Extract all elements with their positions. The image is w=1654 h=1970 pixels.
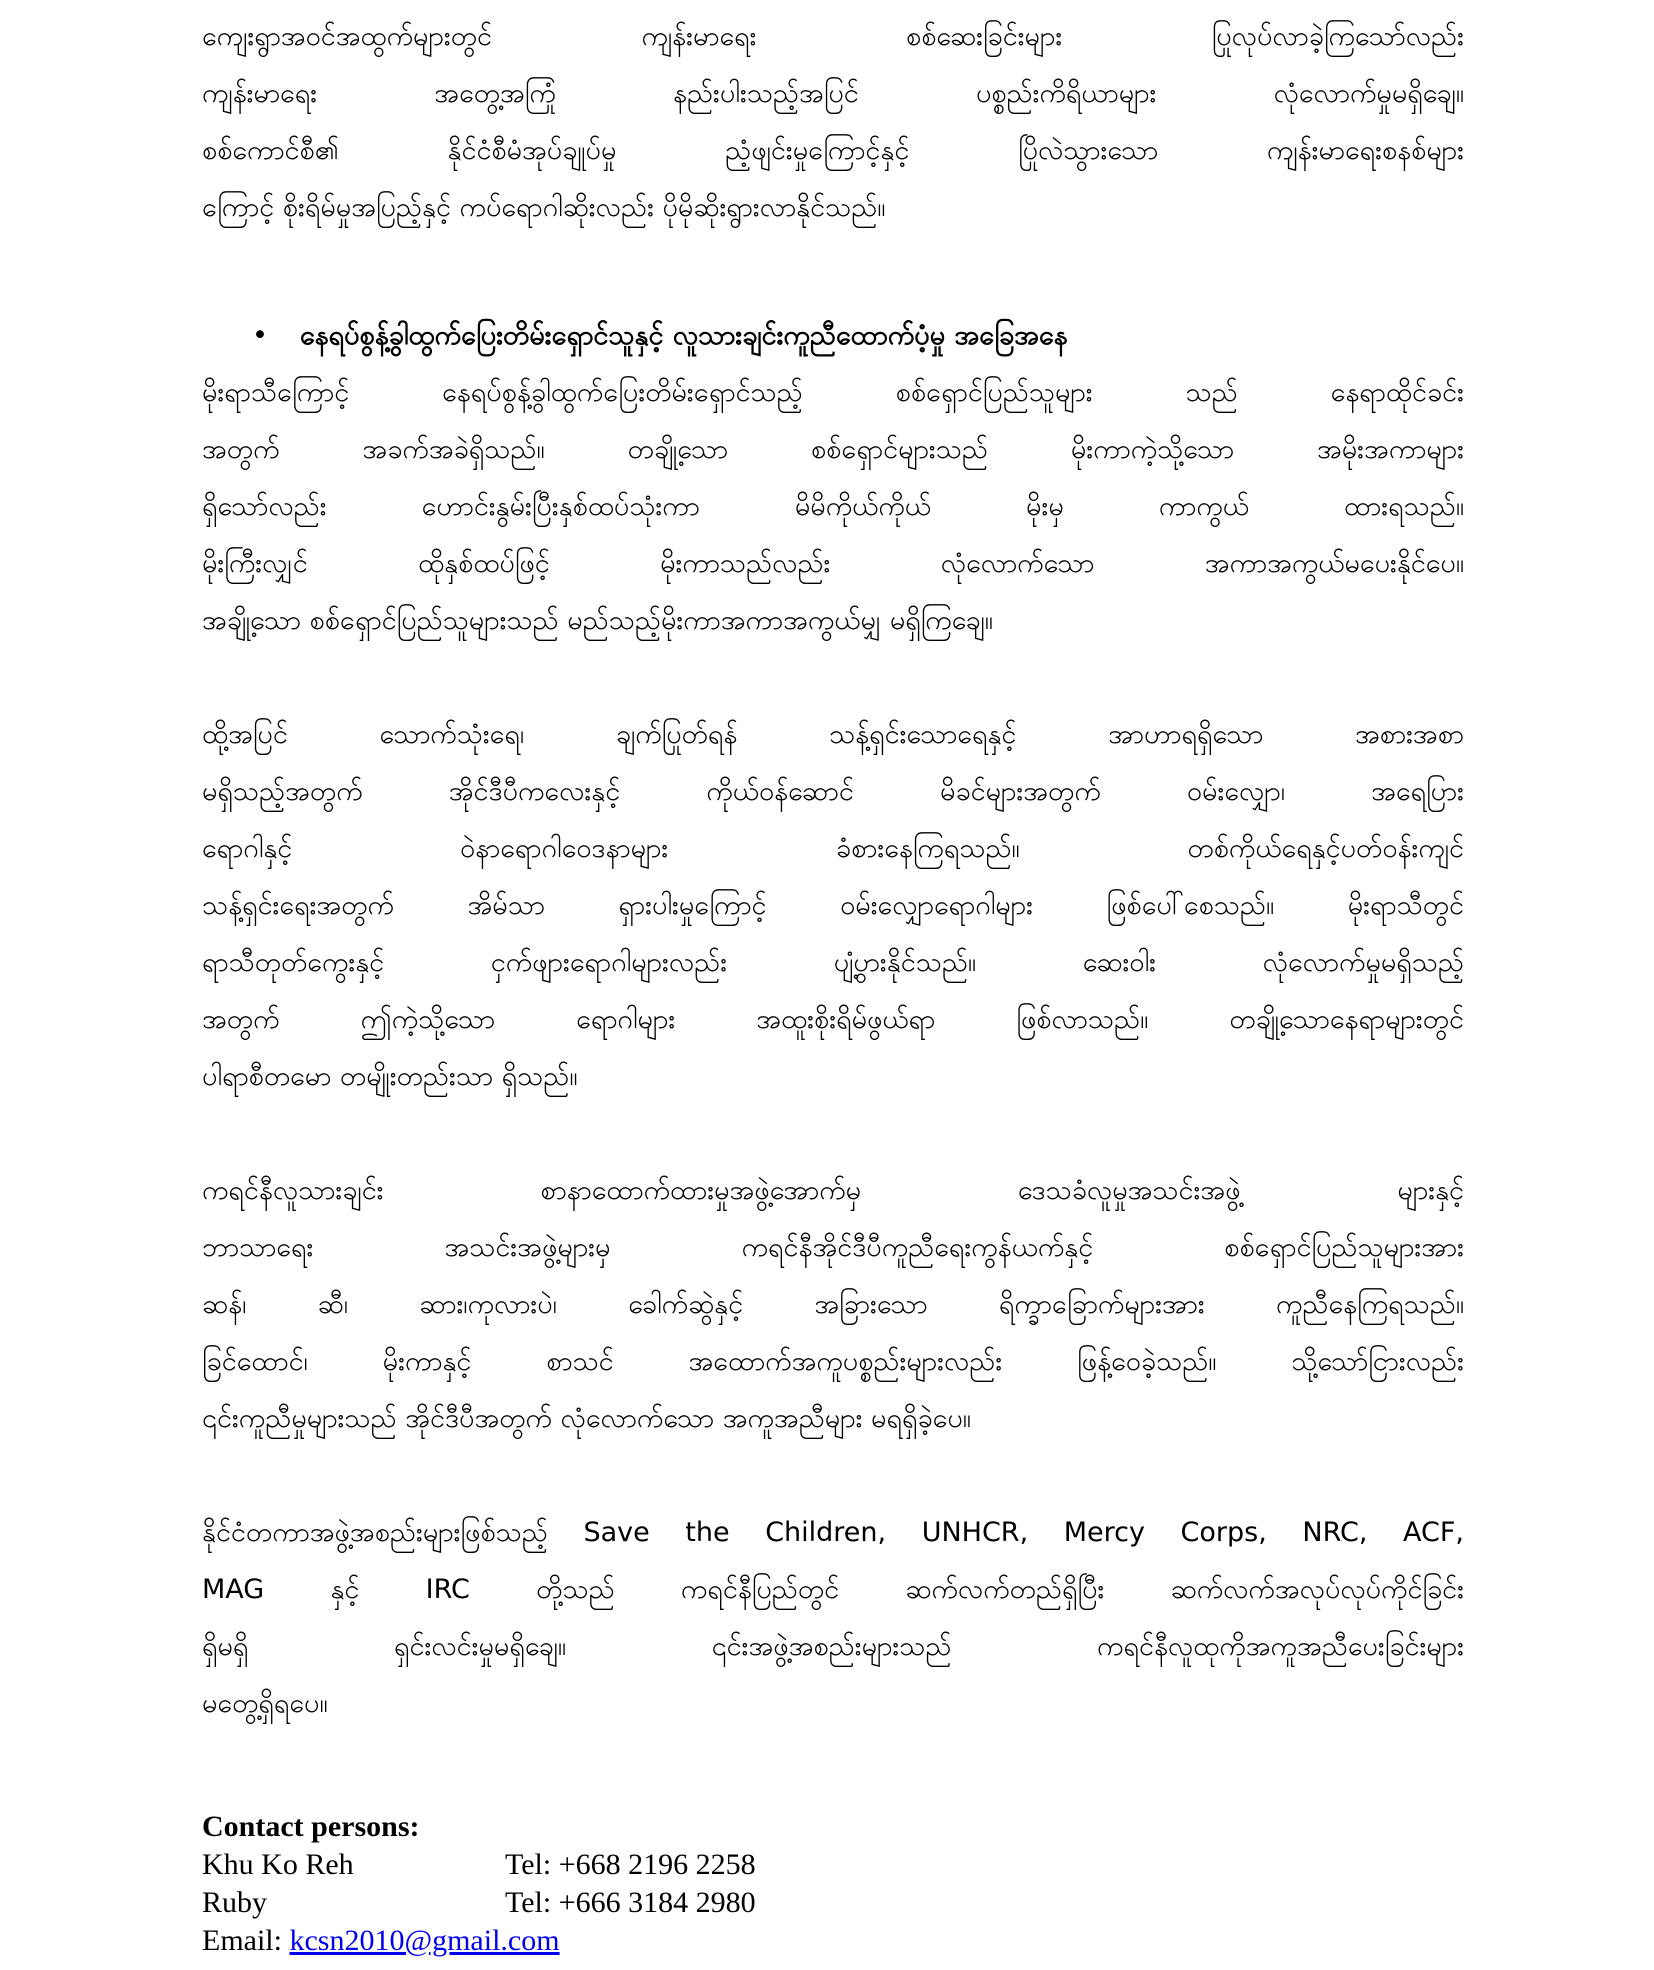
bullet-icon: •: [252, 320, 268, 351]
text-line: မိုးရာသီကြောင့် နေရပ်စွန့်ခွါထွက်ပြေးတိမ်းရှောင်သည့် စစ်ရှောင်ပြည်သူများ သည် နေရာထိုင်ခင်း: [202, 377, 1464, 408]
text-line: ထို့အပြင် သောက်သုံးရေ၊ ချက်ပြုတ်ရန် သန့်ရှင်းသောရေနှင့် အာဟာရရှိသော အစားအစာ: [202, 719, 1464, 750]
email-row: [202, 1922, 756, 1960]
text-line: ကျေးရွာအဝင်အထွက်များတွင် ကျန်းမာရေး စစ်ဆေးခြင်းများ ပြုလုပ်လာခဲ့ကြသော်လည်း: [202, 21, 1464, 52]
document-body: [202, 8, 1464, 1732]
text-line: ရှိသော်လည်း ဟောင်းနွမ်းပြီးနှစ်ထပ်သုံးကာ မိမိကိုယ်ကိုယ် မိုးမှ ကာကွယ် ထားရသည်။: [202, 491, 1464, 522]
section-heading-row: [202, 307, 1464, 364]
text-line: ရာသီတုတ်ကွေးနှင့် ငှက်ဖျားရောဂါများလည်း ပျံ့ပွားနိုင်သည်။ ဆေးဝါး လုံလောက်မှုမရှိသည့်: [202, 947, 1464, 978]
contact-name: Khu Ko Reh: [202, 1848, 354, 1881]
text-line: အတွက် အခက်အခဲရှိသည်။ တချို့သော စစ်ရှောင်များသည် မိုးကာကဲ့သို့သော အမိုးအကာများ: [202, 434, 1464, 465]
contact-name: Ruby: [202, 1886, 268, 1919]
text-line: ပါရာစီတမော တမျိုးတည်းသာ ရှိသည်။: [202, 1061, 578, 1092]
text-line: MAG နှင့် IRC တို့သည် ကရင်နီပြည်တွင် ဆက်လက်တည်ရှိပြီး ဆက်လက်အလုပ်လုပ်ကိုင်ခြင်း: [202, 1574, 1464, 1605]
text-line: မတွေ့ရှိရပေ။: [202, 1688, 328, 1719]
text-line: ၎င်းကူညီမှုများသည် အိုင်ဒီပီအတွက် လုံလောက်သော အကူအညီများ မရရှိခဲ့ပေ။: [202, 1403, 971, 1434]
text-line: မရှိသည့်အတွက် အိုင်ဒီပီကလေးနှင့် ကိုယ်ဝန်ဆောင် မိခင်များအတွက် ဝမ်းလျှော၊ အရေပြား: [202, 776, 1464, 807]
text-line: ဆန်၊ ဆီ၊ ဆား၊ကုလားပဲ၊ ခေါက်ဆွဲနှင့် အခြားသော ရိက္ခာခြောက်များအား ကူညီနေကြရသည်။: [202, 1289, 1464, 1320]
contact-title: Contact persons:: [202, 1810, 420, 1843]
text-line: ရှိမရှိ ရှင်းလင်းမှုမရှိချေ။ ၎င်းအဖွဲ့အစည်းများသည် ကရင်နီလူထုကိုအကူအညီပေးခြင်းများ: [202, 1631, 1464, 1662]
text-line: ခြင်ထောင်၊ မိုးကာနှင့် စာသင် အထောက်အကူပစ္စည်းများလည်း ဖြန့်ဝေခဲ့သည်။ သို့သော်ငြားလည်း: [202, 1346, 1464, 1377]
text-line: စစ်ကောင်စီ၏ နိုင်ငံစီမံအုပ်ချုပ်မှု ညံ့ဖျင်းမှုကြောင့်နှင့် ပြိုလဲသွားသော ကျန်းမာရေးစနစ်များ: [202, 135, 1464, 166]
section-heading: နေရပ်စွန့်ခွါထွက်ပြေးတိမ်းရှောင်သူနှင့် လူသားချင်းကူညီထောက်ပံ့မှု အခြေအနေ: [300, 320, 1068, 351]
text-line: မိုးကြီးလျှင် ထိုနှစ်ထပ်ဖြင့် မိုးကာသည်လည်း လုံလောက်သော အကာအကွယ်မပေးနိုင်ပေ။: [202, 548, 1464, 579]
text-line: အချို့သော စစ်ရှောင်ပြည်သူများသည် မည်သည့်မိုးကာအကာအကွယ်မျှ မရှိကြချေ။: [202, 605, 993, 636]
paragraph-local-aid: [202, 1162, 1464, 1447]
contact-phone: Tel: +666 3184 2980: [505, 1886, 756, 1919]
contact-block: [202, 1808, 756, 1960]
contact-phone: Tel: +668 2196 2258: [505, 1848, 756, 1881]
contact-row: [202, 1884, 756, 1922]
email-link[interactable]: kcsn2010@gmail.com: [289, 1924, 560, 1957]
email-label: Email:: [202, 1924, 290, 1957]
text-line: အတွက် ဤကဲ့သို့သော ရောဂါများ အထူးစိုးရိမ်ဖွယ်ရာ ဖြစ်လာသည်။ တချို့သောနေရာများတွင်: [202, 1004, 1464, 1035]
text-line: သန့်ရှင်းရေးအတွက် အိမ်သာ ရှားပါးမှုကြောင့် ဝမ်းလျှောရောဂါများ ဖြစ်ပေါ်စေသည်။ မိုးရာသီတွင်: [202, 890, 1464, 921]
text-line: ကျန်းမာရေး အတွေ့အကြုံ နည်းပါးသည့်အပြင် ပစ္စည်းကိရိယာများ လုံလောက်မှုမရှိချေ။: [202, 78, 1464, 109]
text-line: ဘာသာရေး အသင်းအဖွဲ့များမှ ကရင်နီအိုင်ဒီပီကူညီရေးကွန်ယက်နှင့် စစ်ရှောင်ပြည်သူများအား: [202, 1232, 1464, 1263]
text-line: ကြောင့် စိုးရိမ်မှုအပြည့်နှင့် ကပ်ရောဂါဆိုးလည်း ပိုမိုဆိုးရွားလာနိုင်သည်။: [202, 192, 886, 223]
contact-row: [202, 1846, 756, 1884]
paragraph-shelter: [202, 364, 1464, 649]
text-line: နိုင်ငံတကာအဖွဲ့အစည်းများဖြစ်သည့် Save the Children, UNHCR, Mercy Corps, NRC, ACF,: [202, 1517, 1464, 1548]
paragraph-health-checks: [202, 8, 1464, 236]
text-line: ကရင်နီလူသားချင်း စာနာထောက်ထားမှုအဖွဲ့အောက်မှ ဒေသခံလူမှုအသင်းအဖွဲ့ များနှင့်: [202, 1175, 1464, 1206]
paragraph-food-health: [202, 706, 1464, 1105]
paragraph-international-orgs: [202, 1504, 1464, 1732]
text-line: ရောဂါနှင့် ဝဲနာရောဂါဝေဒနာများ ခံစားနေကြရသည်။ တစ်ကိုယ်ရေနှင့်ပတ်ဝန်းကျင်: [202, 833, 1464, 864]
